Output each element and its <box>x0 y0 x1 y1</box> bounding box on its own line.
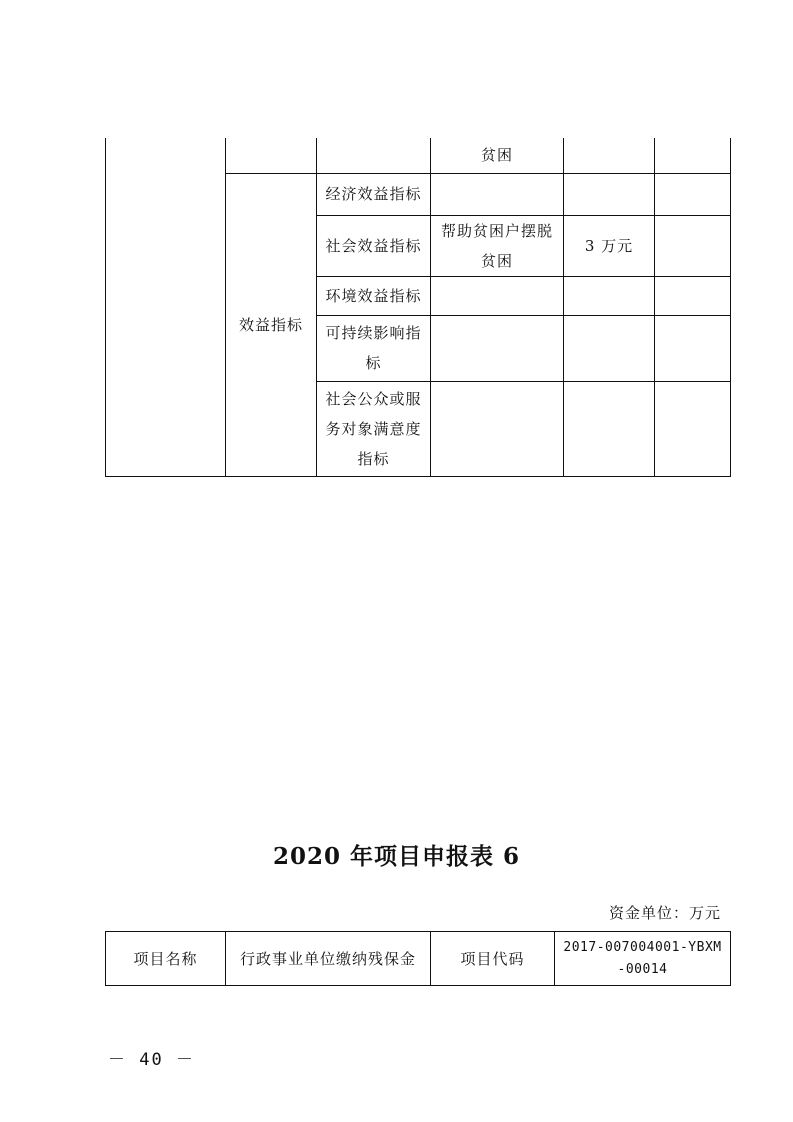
extra-cell <box>655 315 731 381</box>
table-row <box>106 138 731 173</box>
indicator-cell: 可持续影响指标 <box>317 315 431 381</box>
page-title: 2020 年项目申报表 6 <box>272 843 521 870</box>
value-cell <box>564 276 655 315</box>
extra-cell <box>655 173 731 215</box>
project-code-value: 2017-007004001-YBXM-00014 <box>555 932 731 986</box>
table-cell-empty <box>317 138 431 173</box>
category-cell: 效益指标 <box>226 173 317 476</box>
extra-cell <box>655 215 731 276</box>
table-cell-empty <box>106 138 226 476</box>
value-cell <box>564 173 655 215</box>
value-cell <box>564 315 655 381</box>
project-info-table <box>105 931 731 986</box>
indicator-cell: 社会公众或服务对象满意度指标 <box>317 381 431 476</box>
project-name-value: 行政事业单位缴纳残保金 <box>226 932 431 986</box>
target-cell <box>431 276 564 315</box>
target-cell <box>431 381 564 476</box>
table-cell-empty <box>226 138 317 173</box>
table-row <box>106 932 731 986</box>
target-cell: 帮助贫困户摆脱贫困 <box>431 215 564 276</box>
extra-cell <box>655 276 731 315</box>
page-number: － 40 － <box>108 1050 195 1070</box>
target-cell <box>431 315 564 381</box>
project-name-label: 项目名称 <box>106 932 226 986</box>
performance-indicator-table <box>105 138 731 477</box>
value-cell <box>564 381 655 476</box>
indicator-cell: 社会效益指标 <box>317 215 431 276</box>
table-cell-empty <box>655 138 731 173</box>
currency-unit-note: 资金单位：万元 <box>608 904 721 922</box>
table-cell-empty <box>564 138 655 173</box>
extra-cell <box>655 381 731 476</box>
indicator-cell: 环境效益指标 <box>317 276 431 315</box>
value-cell: 3 万元 <box>564 215 655 276</box>
project-code-label: 项目代码 <box>431 932 555 986</box>
target-cell: 贫困 <box>431 138 564 173</box>
indicator-cell: 经济效益指标 <box>317 173 431 215</box>
target-cell <box>431 173 564 215</box>
